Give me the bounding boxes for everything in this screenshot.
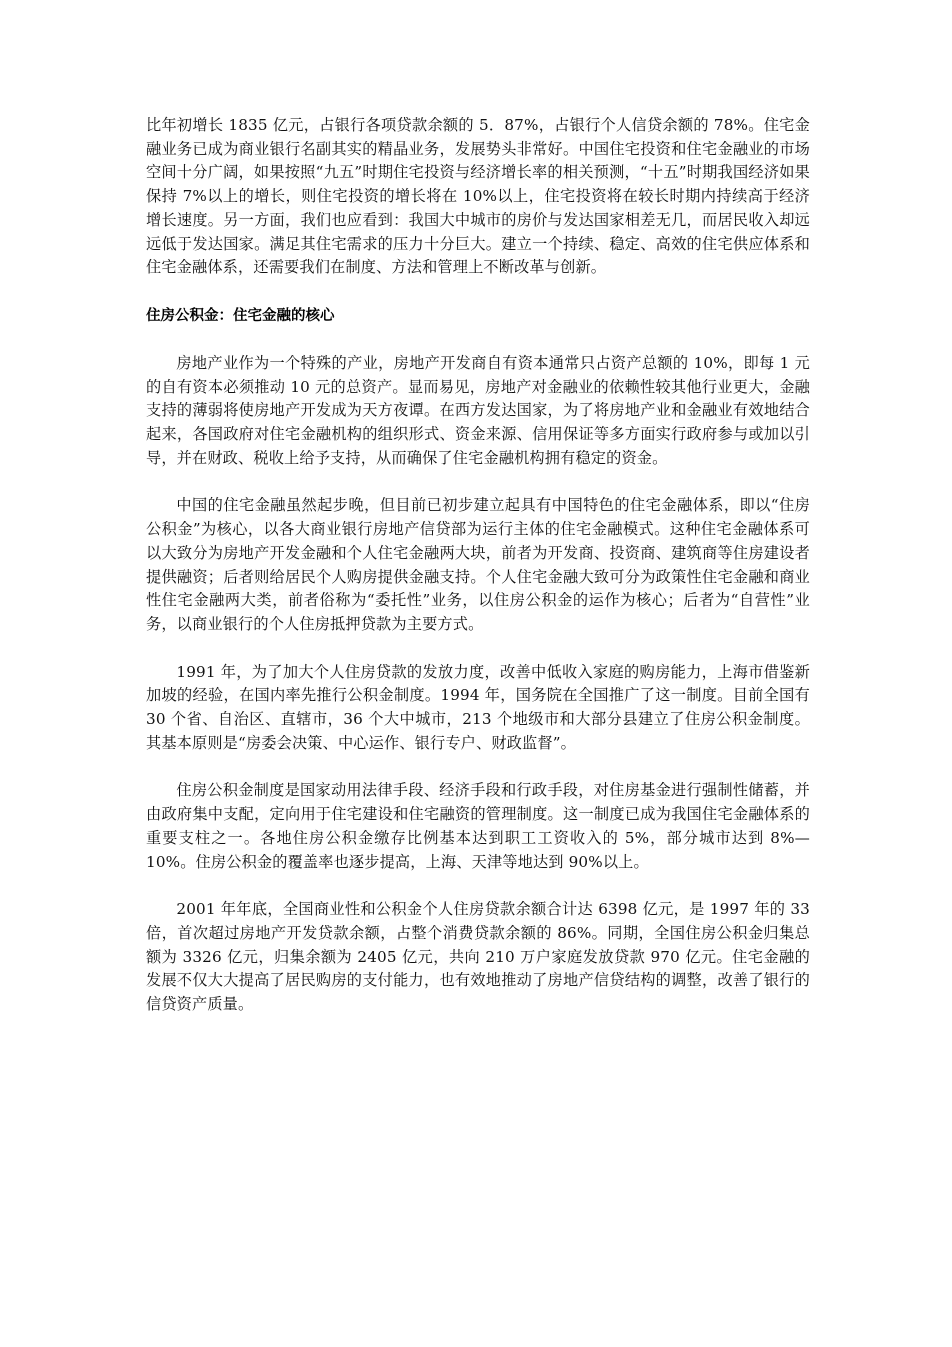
document-page <box>146 114 810 1017</box>
paragraph-gap <box>146 874 810 898</box>
paragraph-gap <box>146 755 810 779</box>
paragraph-gap <box>146 280 810 304</box>
paragraph-2001-statistics: 2001 年年底，全国商业性和公积金个人住房贷款余额合计达 6398 亿元，是 1997 年的 33 倍，首次超过房地产开发贷款余额，占整个消费贷款余额的 86%。同期，全国住房公积金归集总额为 3326 亿元，归集余额为 2405 亿元，共向 210 万户家庭发放贷款 970 亿元。住宅金融的发展不仅大大提高了居民购房的支付能力，也有效地推动了房地产信贷结构的调整，改善了银行的信贷资产质量。 <box>146 900 810 1014</box>
paragraph-china-housing-finance: 中国的住宅金融虽然起步晚，但目前已初步建立起具有中国特色的住宅金融体系，即以“住房公积金”为核心，以各大商业银行房地产信贷部为运行主体的住宅金融模式。这种住宅金融体系可以大致分为房地产开发金融和个人住宅金融两大块，前者为开发商、投资商、建筑商等住房建设者提供融资；后者则给居民个人购房提供金融支持。个人住宅金融大致可分为政策性住宅金融和商业性住宅金融两大类，前者俗称为“委托性”业务，以住房公积金的运作为核心；后者为“自营性”业务，以商业银行的个人住房抵押贷款为主要方式。 <box>146 496 810 633</box>
section-heading: 住房公积金：住宅金融的核心 <box>146 307 335 324</box>
paragraph-real-estate: 房地产业作为一个特殊的产业，房地产开发商自有资本通常只占资产总额的 10%，即每 1 元的自有资本必须推动 10 元的总资产。显而易见，房地产对金融业的依赖性较其他行业更大，金融支持的薄弱将使房地产开发成为天方夜谭。在西方发达国家，为了将房地产业和金融业有效地结合起来，各国政府对住宅金融机构的组织形式、资金来源、信用保证等多方面实行政府参与或加以引导，并在财政、税收上给予支持，从而确保了住宅金融机构拥有稳定的资金。 <box>146 353 810 467</box>
paragraph-provident-fund-system: 住房公积金制度是国家动用法律手段、经济手段和行政手段，对住房基金进行强制性储蓄，并由政府集中支配，定向用于住宅建设和住宅融资的管理制度。这一制度已成为我国住宅金融体系的重要支柱之一。各地住房公积金缴存比例基本达到职工工资收入的 5%，部分城市达到 8%—10%。住房公积金的覆盖率也逐步提高，上海、天津等地达到 90%以上。 <box>146 781 810 871</box>
paragraph-gap <box>146 637 810 661</box>
paragraph-intro: 比年初增长 1835 亿元，占银行各项贷款余额的 5．87%，占银行个人信贷余额的 78%。住宅金融业务已成为商业银行名副其实的精晶业务，发展势头非常好。中国住宅投资和住宅金融业的市场空间十分广阔，如果按照“九五”时期住宅投资与经济增长率的相关预测，“十五”时期我国经济如果保持 7%以上的增长，则住宅投资的增长将在 10%以上，住宅投资将在较长时期内持续高于经济增长速度。另一方面，我们也应看到：我国大中城市的房价与发达国家相差无几，而居民收入却远远低于发达国家。满足其住宅需求的压力十分巨大。建立一个持续、稳定、高效的住宅供应体系和住宅金融体系，还需要我们在制度、方法和管理上不断改革与创新。 <box>146 116 810 277</box>
paragraph-1991-shanghai: 1991 年，为了加大个人住房贷款的发放力度，改善中低收入家庭的购房能力，上海市借鉴新加坡的经验，在国内率先推行公积金制度。1994 年，国务院在全国推广了这一制度。目前全国有 30 个省、自治区、直辖市，36 个大中城市，213 个地级市和大部分县建立了住房公积金制度。其基本原则是“房委会决策、中心运作、银行专户、财政监督”。 <box>146 662 810 752</box>
paragraph-gap <box>146 470 810 494</box>
paragraph-gap <box>146 328 810 352</box>
